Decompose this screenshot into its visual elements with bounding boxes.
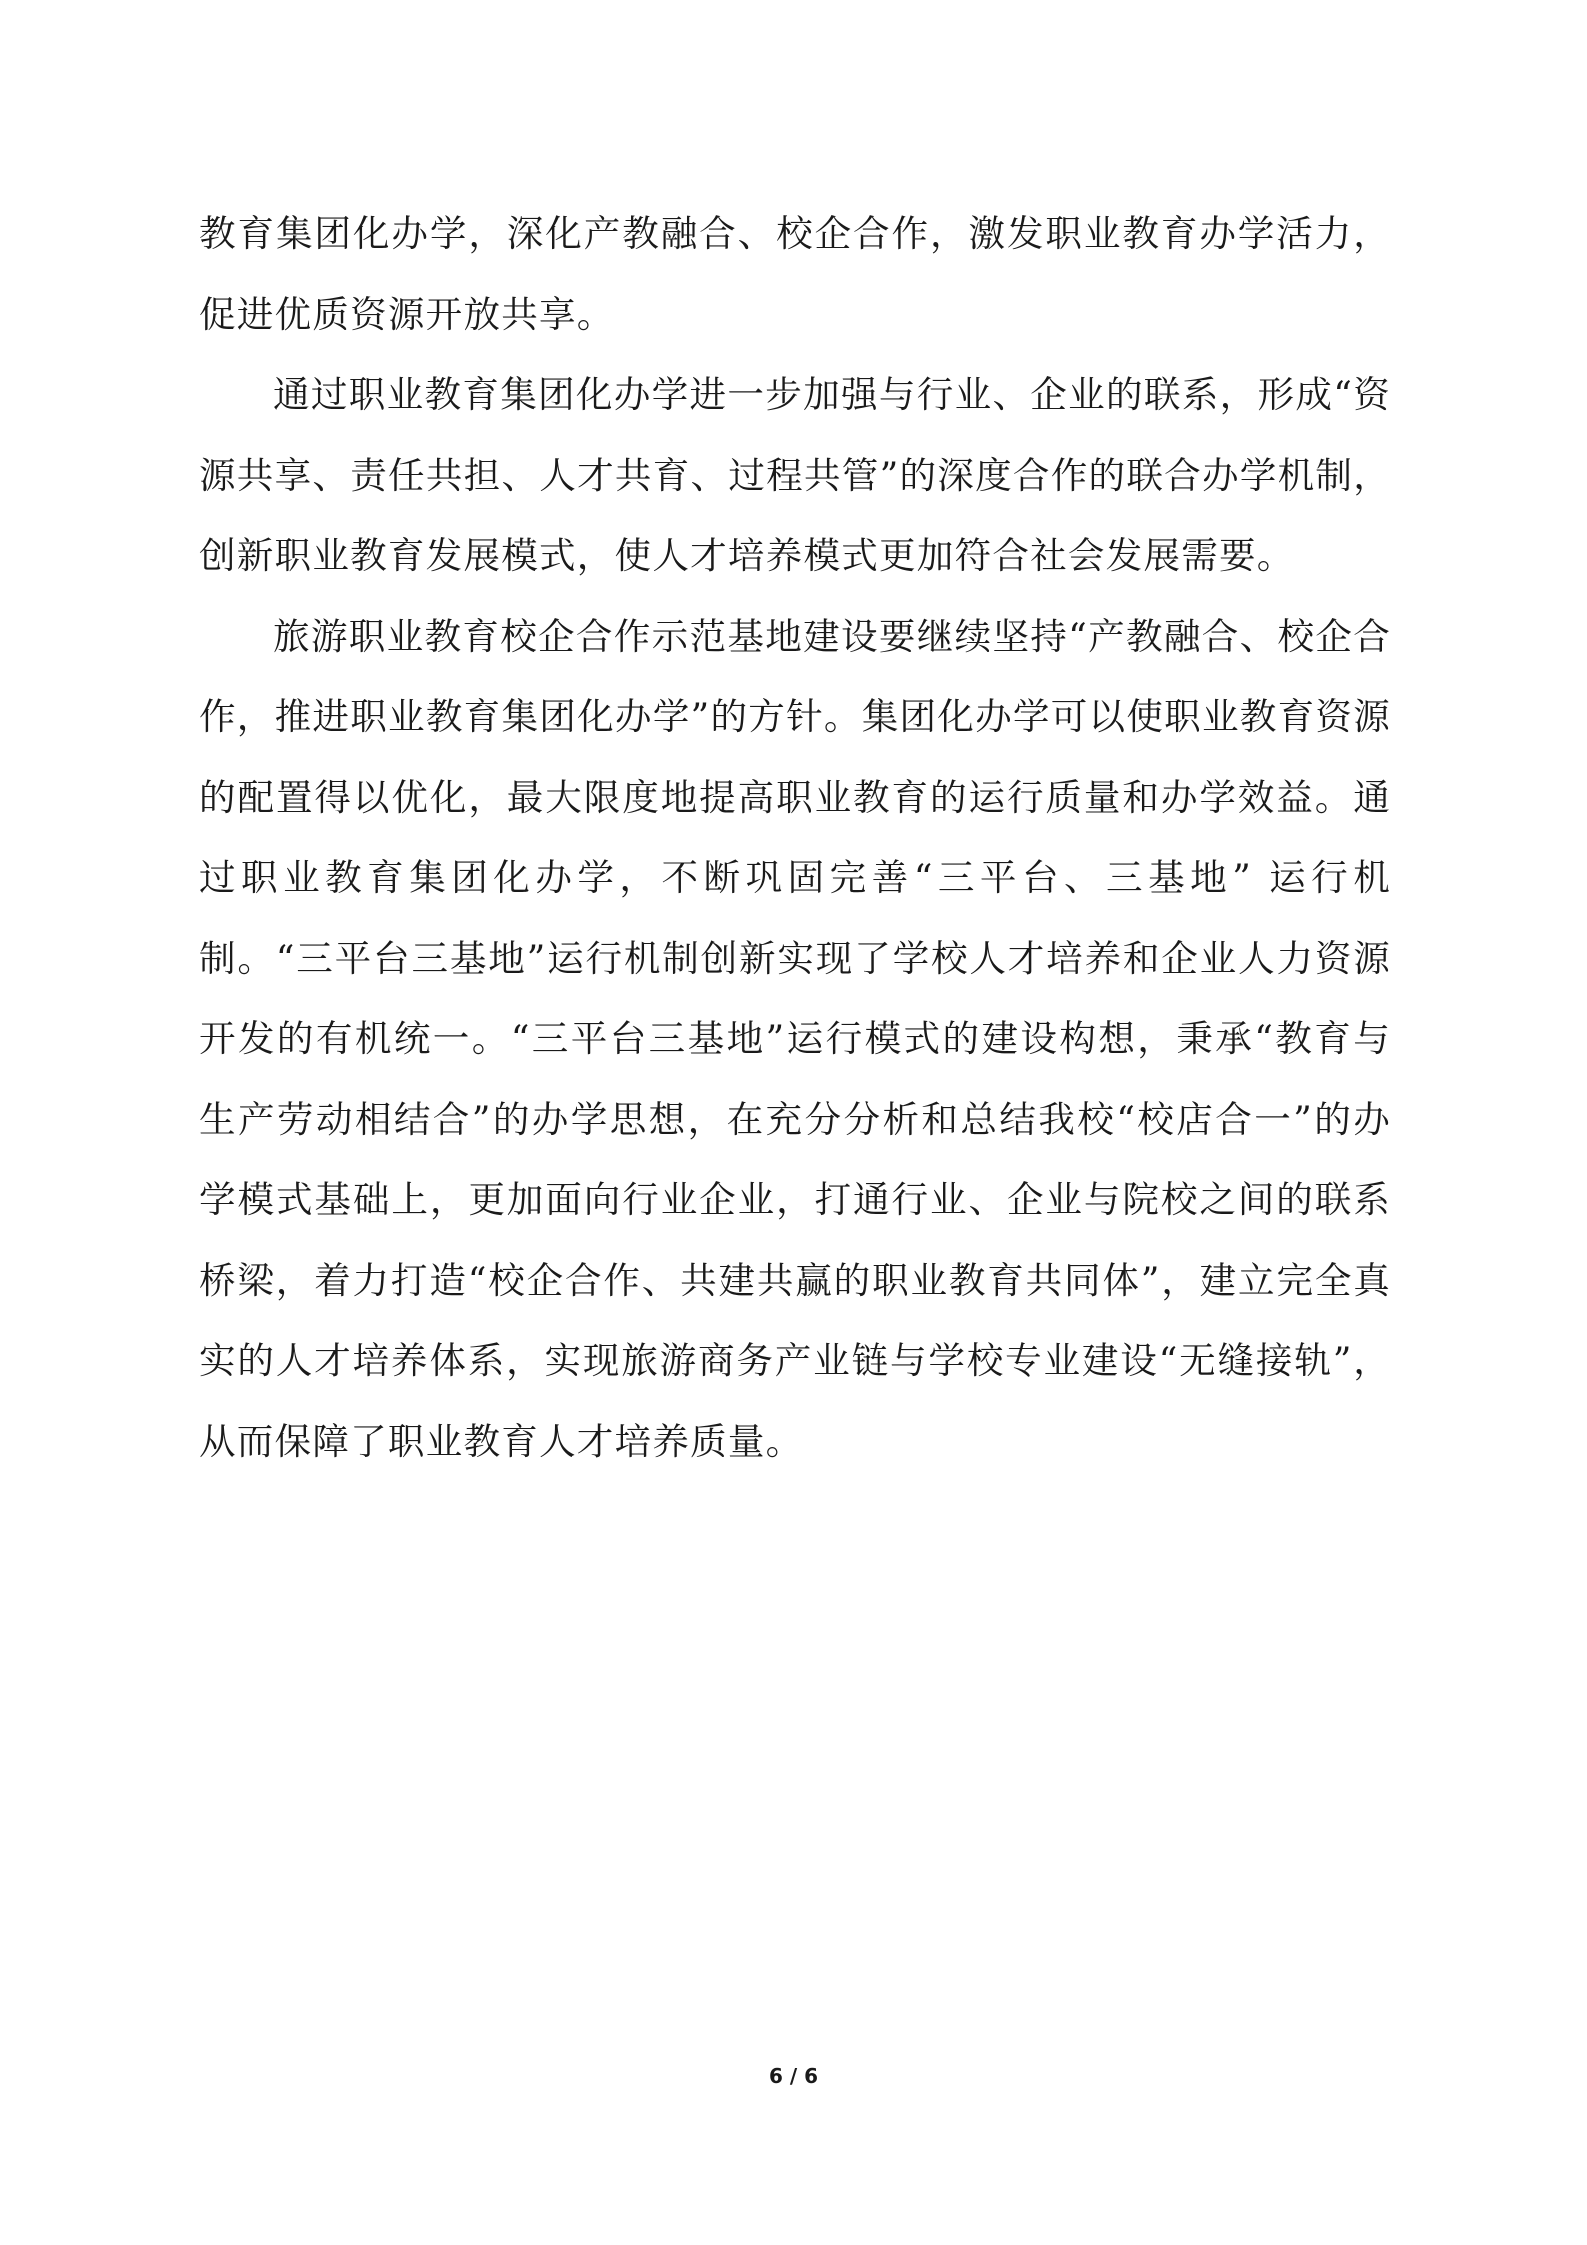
document-body: [199, 194, 1391, 1482]
paragraph-tourism-base: 旅游职业教育校企合作示范基地建设要继续坚持“产教融合、校企合作，推进职业教育集团化办学”的方针。集团化办学可以使职业教育资源的配置得以优化，最大限度地提高职业教育的运行质量和办学效益。通过职业教育集团化办学，不断巩固完善“三平台、三基地” 运行机制。“三平台三基地”运行机制创新实现了学校人才培养和企业人力资源开发的有机统一。“三平台三基地”运行模式的建设构想，秉承“教育与生产劳动相结合”的办学思想，在充分分析和总结我校“校店合一”的办学模式基础上，更加面向行业企业，打通行业、企业与院校之间的联系桥梁，着力打造“校企合作、共建共赢的职业教育共同体”，建立完全真实的人才培养体系，实现旅游商务产业链与学校专业建设“无缝接轨”，从而保障了职业教育人才培养质量。: [199, 614, 1391, 1463]
paragraph-group-education: 通过职业教育集团化办学进一步加强与行业、企业的联系，形成“资源共享、责任共担、人才共育、过程共管”的深度合作的联合办学机制，创新职业教育发展模式，使人才培养模式更加符合社会发展需要。: [199, 373, 1391, 577]
paragraph-continuation: 教育集团化办学，深化产教融合、校企合作，激发职业教育办学活力，促进优质资源开放共享。: [199, 212, 1391, 336]
page-number: 6 / 6: [768, 2064, 819, 2088]
